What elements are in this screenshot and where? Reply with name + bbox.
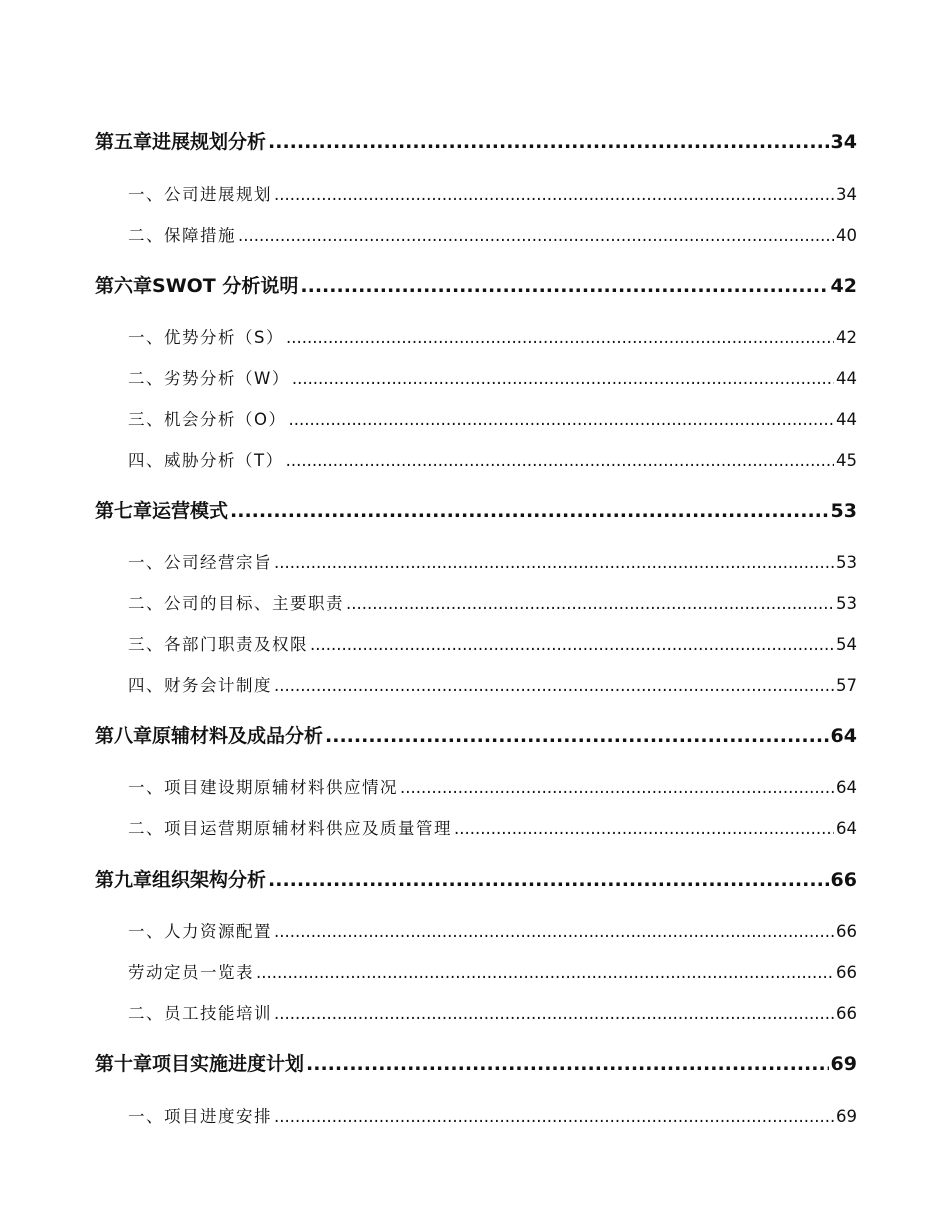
toc-section[interactable] xyxy=(95,672,857,696)
page-number: 34 xyxy=(836,185,857,204)
toc-section[interactable] xyxy=(95,1000,857,1024)
dot-leader xyxy=(310,635,834,654)
toc-section[interactable] xyxy=(95,181,857,205)
section-title: 公司进展规划 xyxy=(164,185,272,204)
page-number: 69 xyxy=(830,1053,857,1075)
toc-section[interactable] xyxy=(95,1103,857,1127)
chapter-title: 组织架构分析 xyxy=(152,869,267,891)
chapter-title: 进展规划分析 xyxy=(152,131,267,153)
dot-leader xyxy=(292,369,834,388)
section-number: 一、 xyxy=(128,185,164,204)
dot-leader xyxy=(400,778,834,797)
chapter-title: 原辅材料及成品分析 xyxy=(152,725,324,747)
dot-leader xyxy=(325,725,829,747)
chapter-title: 运营模式 xyxy=(152,500,229,522)
section-number: 三、 xyxy=(128,635,164,654)
page-number: 53 xyxy=(836,553,857,572)
section-number: 四、 xyxy=(128,676,164,695)
dot-leader xyxy=(230,500,829,522)
page-number: 53 xyxy=(836,594,857,613)
toc-section[interactable] xyxy=(95,815,857,839)
toc-section[interactable] xyxy=(95,406,857,430)
dot-leader xyxy=(346,594,834,613)
section-title: 各部门职责及权限 xyxy=(164,635,308,654)
section-title: 公司的目标、主要职责 xyxy=(164,594,344,613)
page-number: 66 xyxy=(836,963,857,982)
dot-leader xyxy=(274,1004,834,1023)
toc-section[interactable] xyxy=(95,222,857,246)
toc-chapter[interactable] xyxy=(95,1049,857,1076)
chapter-number: 第七章 xyxy=(95,500,153,522)
section-number: 三、 xyxy=(128,410,164,429)
section-number: 一、 xyxy=(128,328,164,347)
dot-leader xyxy=(256,963,834,982)
section-number: 二、 xyxy=(128,1004,164,1023)
section-title: 项目运营期原辅材料供应及质量管理 xyxy=(164,819,452,838)
section-title: 优势分析（S） xyxy=(164,328,284,347)
page-number: 40 xyxy=(836,226,857,245)
toc-chapter[interactable] xyxy=(95,271,857,298)
page-number: 44 xyxy=(836,410,857,429)
page-number: 53 xyxy=(830,500,857,522)
toc-section[interactable] xyxy=(95,365,857,389)
toc-chapter[interactable] xyxy=(95,721,857,748)
chapter-number: 第八章 xyxy=(95,725,153,747)
toc-section[interactable] xyxy=(95,631,857,655)
section-number: 一、 xyxy=(128,553,164,572)
chapter-number: 第六章 xyxy=(95,275,153,297)
page-number: 66 xyxy=(830,869,857,891)
section-title: 员工技能培训 xyxy=(164,1004,272,1023)
dot-leader xyxy=(238,226,834,245)
page-number: 34 xyxy=(830,131,857,153)
toc-section[interactable] xyxy=(95,447,857,471)
chapter-number: 第九章 xyxy=(95,869,153,891)
section-number: 二、 xyxy=(128,819,164,838)
dot-leader xyxy=(274,553,834,572)
section-number: 二、 xyxy=(128,226,164,245)
page-number: 54 xyxy=(836,635,857,654)
section-title: 项目建设期原辅材料供应情况 xyxy=(164,778,398,797)
dot-leader xyxy=(274,922,834,941)
toc-chapter[interactable] xyxy=(95,127,857,154)
dot-leader xyxy=(274,185,834,204)
page-number: 42 xyxy=(836,328,857,347)
chapter-number: 第十章 xyxy=(95,1053,153,1075)
page-number: 64 xyxy=(836,778,857,797)
toc-chapter[interactable] xyxy=(95,496,857,523)
section-title: 保障措施 xyxy=(164,226,236,245)
toc-section[interactable] xyxy=(95,590,857,614)
section-number: 一、 xyxy=(128,922,164,941)
chapter-title: SWOT 分析说明 xyxy=(152,275,299,297)
section-title: 机会分析（O） xyxy=(164,410,287,429)
section-title: 财务会计制度 xyxy=(164,676,272,695)
dot-leader xyxy=(306,1053,829,1075)
dot-leader xyxy=(268,869,829,891)
page-number: 66 xyxy=(836,922,857,941)
section-number: 一、 xyxy=(128,1107,164,1126)
dot-leader xyxy=(274,1107,834,1126)
page-number: 44 xyxy=(836,369,857,388)
page-number: 57 xyxy=(836,676,857,695)
section-number: 四、 xyxy=(128,451,164,470)
section-title: 公司经营宗旨 xyxy=(164,553,272,572)
dot-leader xyxy=(268,131,829,153)
toc-section[interactable] xyxy=(95,549,857,573)
page-number: 64 xyxy=(830,725,857,747)
chapter-title: 项目实施进度计划 xyxy=(152,1053,305,1075)
dot-leader xyxy=(286,328,834,347)
page-number: 42 xyxy=(830,275,857,297)
toc-chapter[interactable] xyxy=(95,865,857,892)
dot-leader xyxy=(454,819,834,838)
section-title: 威胁分析（T） xyxy=(164,451,284,470)
section-number: 二、 xyxy=(128,369,164,388)
dot-leader xyxy=(300,275,828,297)
page-number: 45 xyxy=(836,451,857,470)
dot-leader xyxy=(274,676,834,695)
section-title: 劣势分析（W） xyxy=(164,369,290,388)
section-title: 项目进度安排 xyxy=(164,1107,272,1126)
section-title: 人力资源配置 xyxy=(164,922,272,941)
toc-section[interactable] xyxy=(95,774,857,798)
toc-section[interactable] xyxy=(95,324,857,348)
page-number: 69 xyxy=(836,1107,857,1126)
chapter-number: 第五章 xyxy=(95,131,153,153)
dot-leader xyxy=(289,410,835,429)
toc-section[interactable] xyxy=(95,918,857,942)
section-number: 二、 xyxy=(128,594,164,613)
toc-subsection[interactable] xyxy=(128,959,857,983)
section-title: 劳动定员一览表 xyxy=(128,963,254,982)
section-number: 一、 xyxy=(128,778,164,797)
page-number: 66 xyxy=(836,1004,857,1023)
page-number: 64 xyxy=(836,819,857,838)
dot-leader xyxy=(286,451,834,470)
